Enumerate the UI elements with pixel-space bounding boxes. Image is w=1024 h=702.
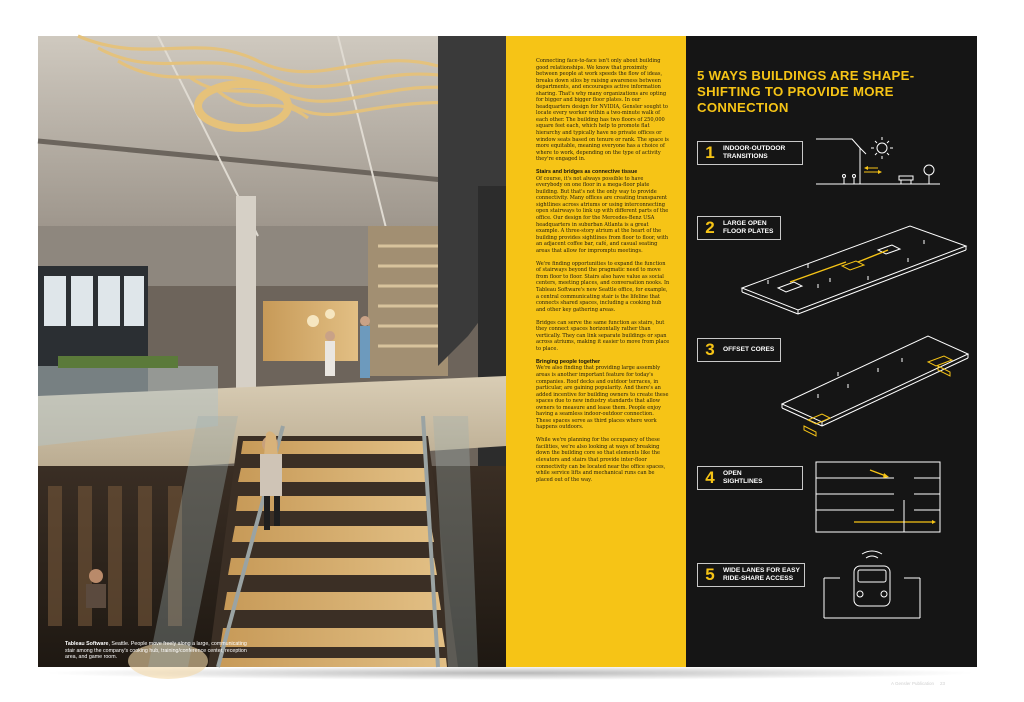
photo-page [38, 36, 506, 686]
right-page-number: 23 [939, 681, 945, 686]
item-label: LARGE OPEN FLOOR PLATES [723, 220, 774, 235]
item-number: 5 [705, 565, 715, 584]
ride-share-car-illustration [820, 552, 924, 622]
article-paragraph: We're also finding that providing large assembly areas is another important feature for today's companies. Roof decks and outdoor terraces, in particular, are gaining popularity. And there's an added incentive for building owners to create these spaces due to new industry standards that allow owners to measure and lease them. People enjoy having a seamless indoor-outdoor connection. These spaces serve as third places where work happens outdoors. [536, 365, 669, 431]
offset-cores-illustration [778, 332, 970, 440]
article-paragraph: Bridges can serve the same function as stairs, but they connect spaces horizontally rather than vertically. They can link separate buildings or span across atriums, making it easier to move from place to place. [536, 319, 670, 352]
item-number: 4 [705, 468, 715, 487]
infographic-page [686, 36, 977, 686]
item-label: OFFSET CORES [723, 346, 775, 354]
item-label: WIDE LANES FOR EASY RIDE-SHARE ACCESS [723, 567, 800, 582]
page-footer [885, 681, 945, 686]
item-offset-cores [697, 338, 781, 362]
left-page-number: 22 [64, 681, 70, 686]
item-number: 2 [705, 218, 715, 237]
photo-caption [65, 641, 255, 661]
item-label: INDOOR-OUTDOOR TRANSITIONS [723, 145, 786, 160]
article-body [536, 58, 670, 490]
item-label: OPEN SIGHTLINES [723, 470, 763, 485]
caption-bold: Tableau Software [65, 641, 109, 647]
article-paragraph: We're finding opportunities to expand the function of stairways beyond the pragmatic need to move from floor to floor. Stairs also have value as social centers, meeting places, and conversation nooks. In Tableau Software's new Seattle office, for example, a central communicating stair is the lifeline that connects shared spaces, including a cooking hub and other key gathering areas. [536, 260, 670, 313]
item-ride-share [697, 563, 805, 587]
sightlines-illustration [814, 460, 944, 536]
article-page [506, 36, 686, 667]
article-paragraph: While we're planning for the occupancy of these facilities, we're also looking at ways of breaking down the building core so that elements like the elevators and stairs that provide inter-floor connectivity can be located near the office spaces, while service lifts and mechanical runs can be placed out of the way. [536, 437, 666, 483]
article-paragraph: Connecting face-to-face isn't only about building good relationships. We know that proximity between people at work speeds the flow of ideas, breaks down silos by raising awareness between departments, and encourages active information sharing. That's why many organizations are opting for bigger and bigger floor plates. In our headquarters design for NVIDIA, Gensler sought to locate every worker within a two-minute walk of each other. The building has two floors of 250,000 square feet each, which help to promote flat hierarchy and typically have no private offices or window seats based on tenure or rank. The space is more equitable, meaning everyone has a choice of where to work, depending on the type of activity they're engaged in. [536, 58, 669, 163]
floor-plate-illustration [738, 222, 970, 314]
article-subheading: Stairs and bridges as connective tissue [536, 169, 638, 176]
item-number: 3 [705, 340, 715, 359]
atrium-photo [38, 36, 506, 667]
item-indoor-outdoor [697, 141, 803, 165]
caption-text: , Seattle. People move freely along a large, communicating stair among the company's cooking hub, training/conference center, reception area, and game room. [65, 641, 247, 661]
publication-name: A Gensler Publication [890, 681, 934, 686]
item-number: 1 [705, 143, 715, 162]
infographic-title: 5 WAYS BUILDINGS ARE SHAPE-SHIFTING TO PROVIDE MORE CONNECTION [697, 68, 915, 115]
article-paragraph: Of course, it's not always possible to have everybody on one floor in a mega-floor plate building. But that's not the only way to provide connectivity. Many offices are creating transparent sightlines across atriums or using interconnecting open stairways to link up with different parts of the office. Our design for the Mercedes-Benz USA headquarters in suburban Atlanta is a great example. A three-story atrium at the heart of the building provides sightlines from floor to floor, with an adjacent coffee bar, café, and casual seating areas that allow for impromptu meetings. [536, 175, 669, 254]
article-subheading: Bringing people together [536, 358, 601, 365]
item-open-sightlines [697, 466, 803, 490]
indoor-outdoor-illustration [814, 134, 944, 190]
